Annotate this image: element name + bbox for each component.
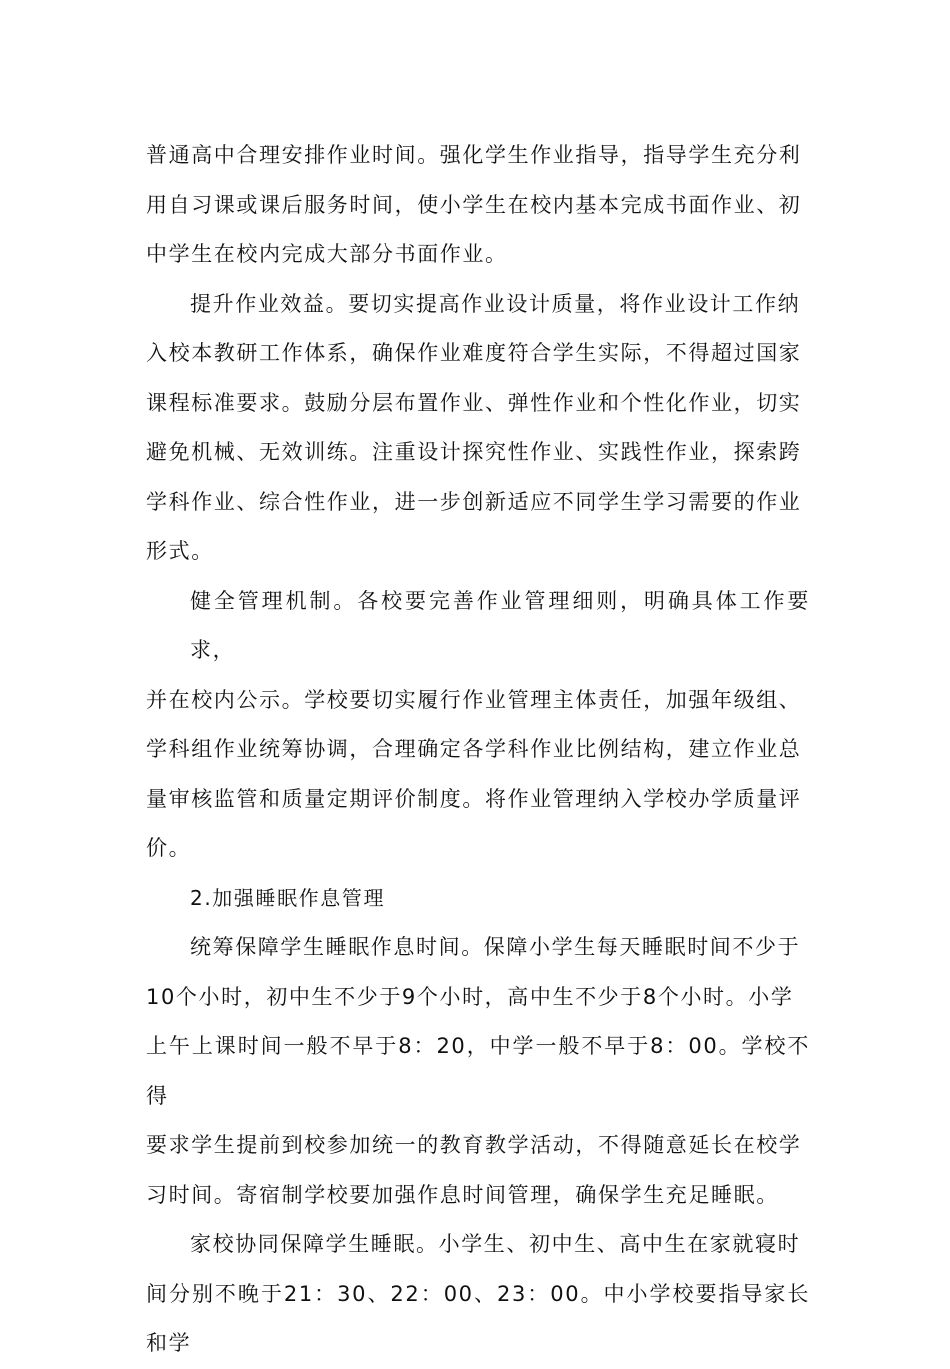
text-line: 价。 — [146, 836, 192, 860]
text-line: 统筹保障学生睡眠作息时间。保障小学生每天睡眠时间不少于 — [190, 935, 801, 959]
text-line: 形式。 — [146, 539, 214, 563]
paragraph-sleep-schedule — [146, 923, 810, 1220]
heading-text: 2.加强睡眠作息管理 — [190, 885, 386, 910]
paragraph-homework-efficiency — [146, 280, 810, 577]
text-line: 中学生在校内完成大部分书面作业。 — [146, 242, 508, 266]
text-line: 量审核监管和质量定期评价制度。将作业管理纳入学校办学质量评 — [146, 786, 802, 811]
text-line: 普通高中合理安排作业时间。强化学生作业指导，指导学生充分利 — [146, 143, 802, 167]
text-line: 学科组作业统筹协调，合理确定各学科作业比例结构，建立作业总 — [146, 737, 802, 761]
text-line: 10个小时，初中生不少于9个小时，高中生不少于8个小时。小学 — [146, 984, 794, 1009]
paragraph-home-school-sleep — [146, 1220, 810, 1369]
text-line: 学科作业、综合性作业，进一步创新适应不同学生学习需要的作业 — [146, 489, 802, 514]
section-heading — [146, 874, 810, 924]
text-line: 健全管理机制。各校要完善作业管理细则，明确具体工作要求， — [190, 588, 810, 662]
text-line: 上午上课时间一般不早于8：20，中学一般不早于8：00。学校不得 — [146, 1034, 810, 1108]
text-line: 并在校内公示。学校要切实履行作业管理主体责任，加强年级组、 — [146, 687, 802, 712]
text-line: 习时间。寄宿制学校要加强作息时间管理，确保学生充足睡眠。 — [146, 1182, 779, 1207]
text-line: 避免机械、无效训练。注重设计探究性作业、实践性作业，探索跨 — [146, 440, 802, 464]
text-line: 入校本教研工作体系，确保作业难度符合学生实际，不得超过国家 — [146, 341, 802, 365]
text-line: 用自习课或课后服务时间，使小学生在校内基本完成书面作业、初 — [146, 192, 802, 217]
text-line: 间分别不晚于21：30、22：00、23：00。中小学校要指导家长和学 — [146, 1281, 810, 1355]
document-body — [146, 131, 810, 1369]
text-line: 提升作业效益。要切实提高作业设计质量，将作业设计工作纳 — [190, 291, 801, 316]
text-line: 课程标准要求。鼓励分层布置作业、弹性作业和个性化作业，切实 — [146, 390, 802, 415]
text-line: 家校协同保障学生睡眠。小学生、初中生、高中生在家就寝时 — [190, 1232, 801, 1256]
paragraph-homework-time — [146, 131, 810, 280]
text-line: 要求学生提前到校参加统一的教育教学活动，不得随意延长在校学 — [146, 1133, 802, 1157]
paragraph-management-mechanism — [146, 577, 810, 874]
